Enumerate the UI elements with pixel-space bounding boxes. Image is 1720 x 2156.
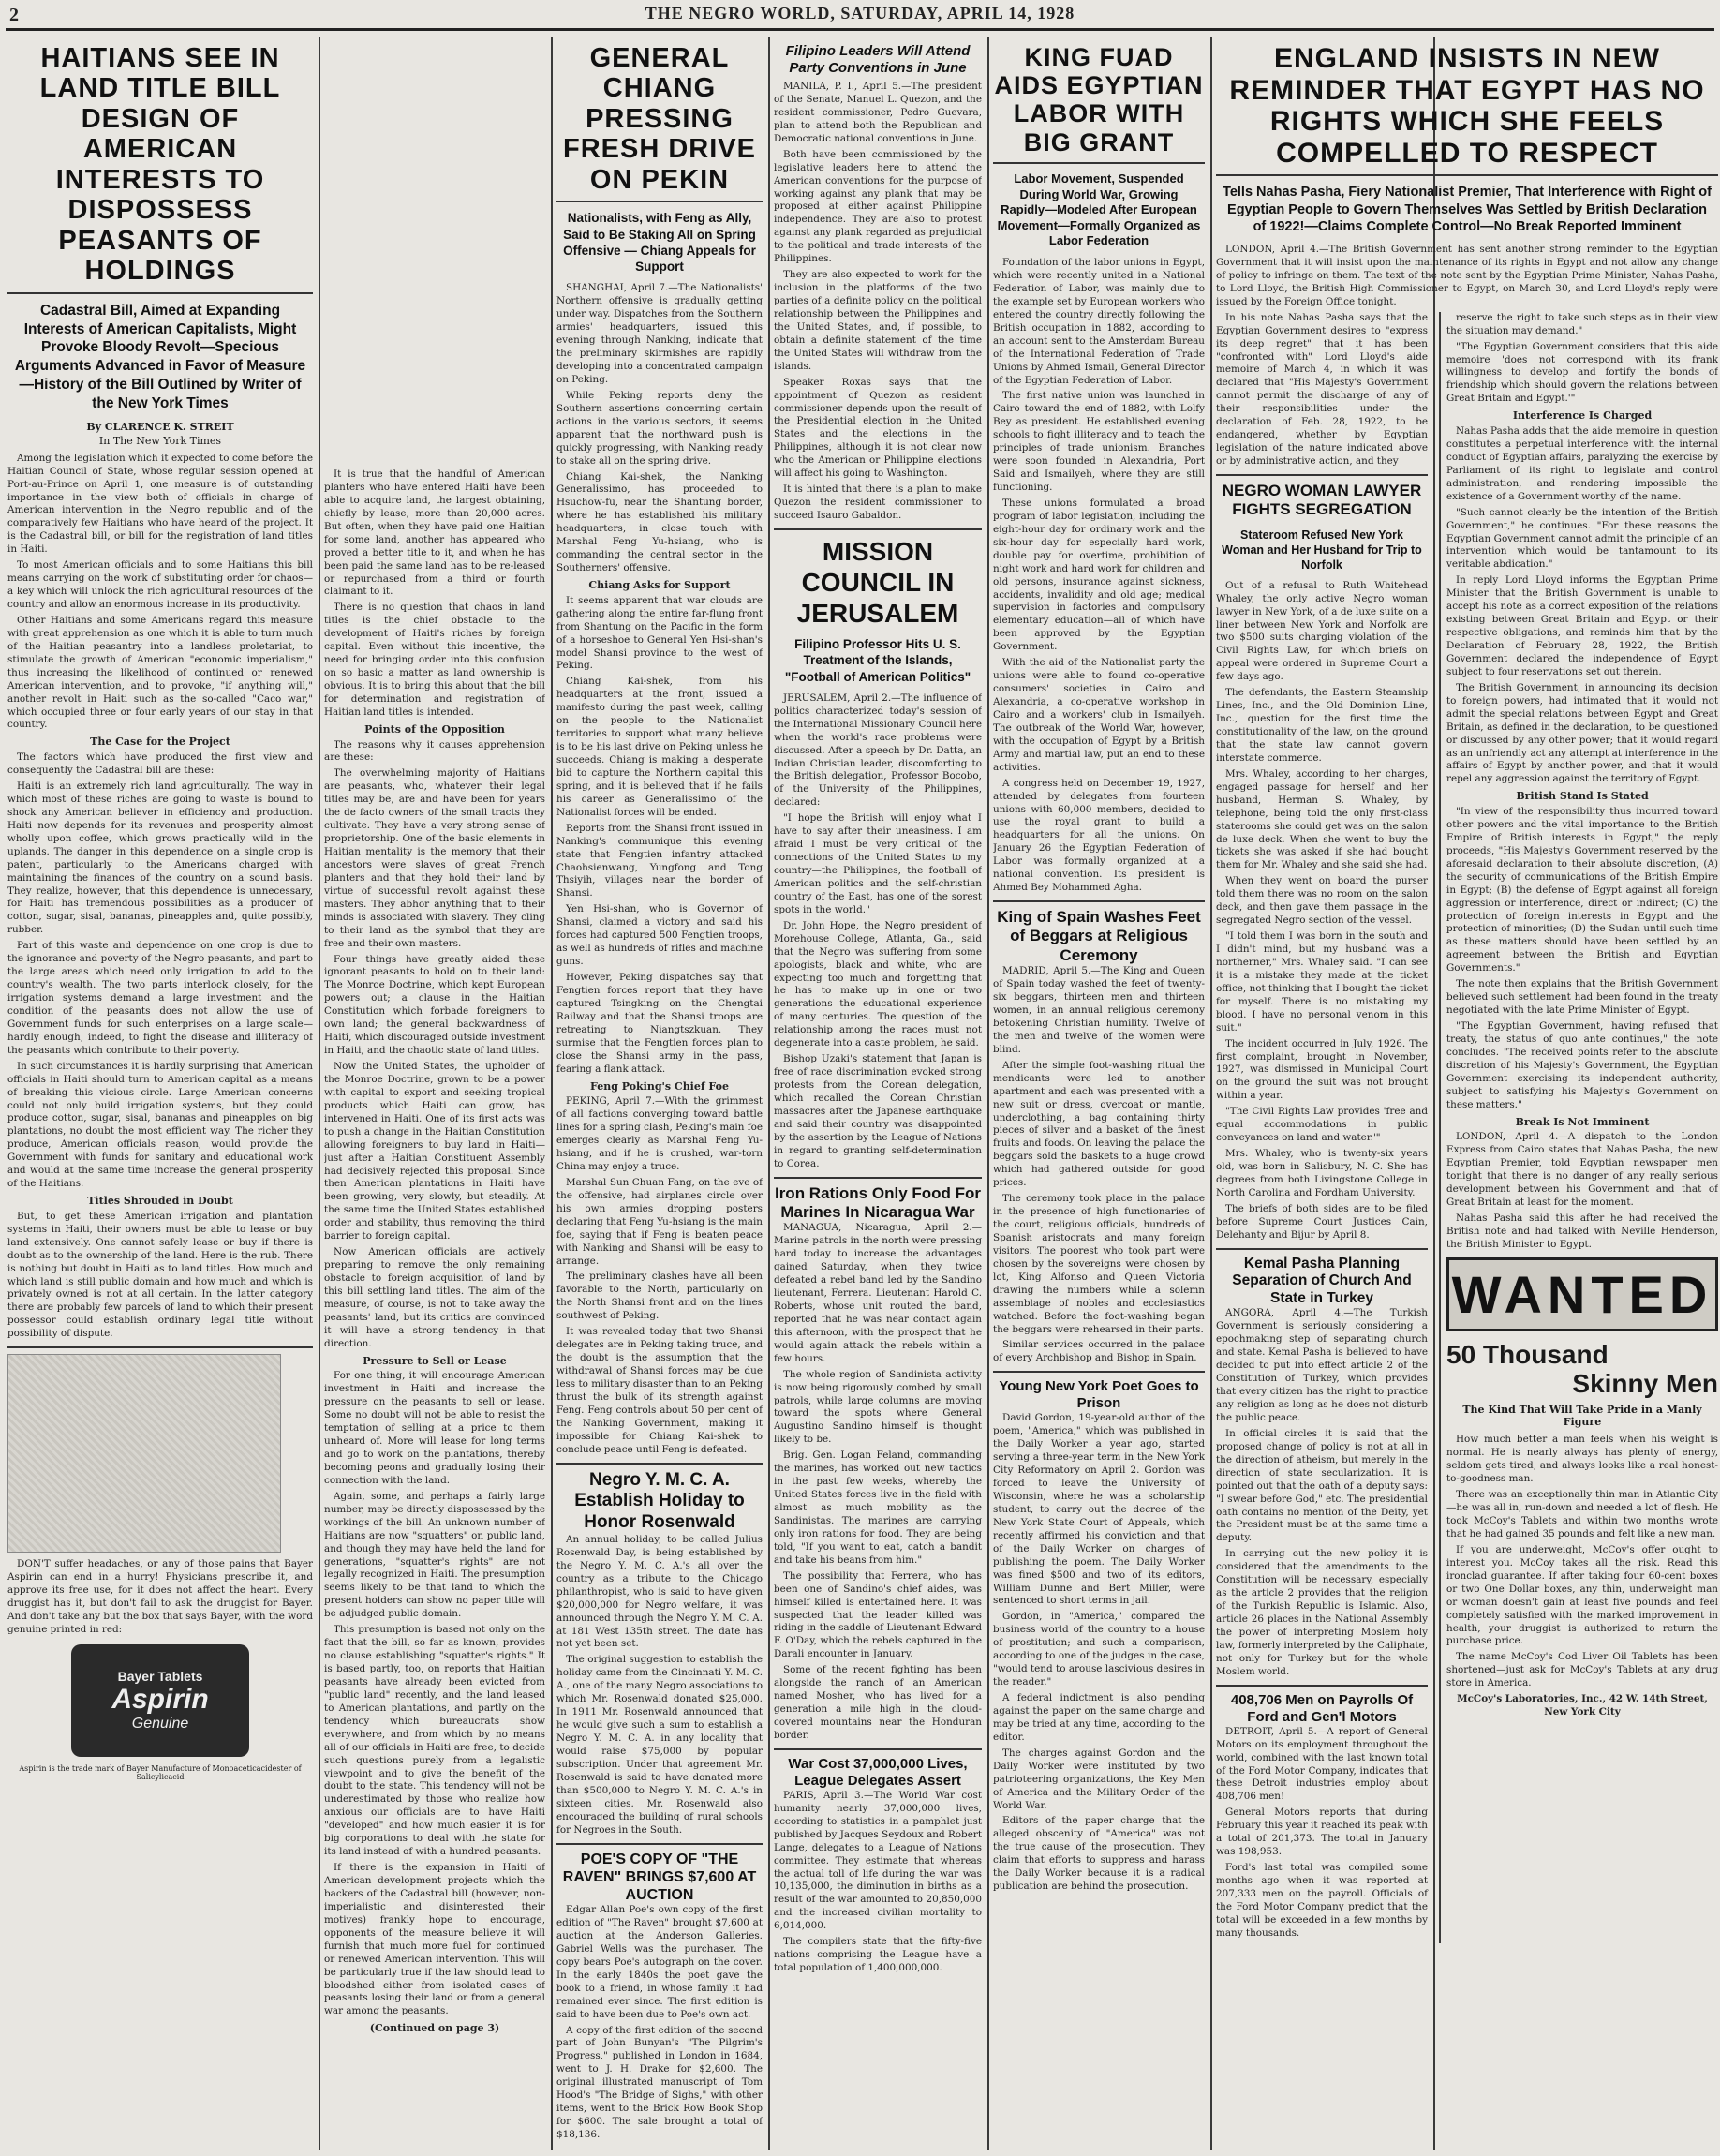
- article-paragraph: Now American officials are actively preparing to remove the only remaining obstacle to foreign acquisition of land by this bill settling land titles. The aim of the measure, of course, is not to take away the peasants' land, but its critics are convinced it will have a strong tendency in that direction.: [324, 1246, 545, 1349]
- column-rule: [1210, 37, 1212, 2150]
- article-paragraph: JERUSALEM, April 2.—The influence of politics characterized today's session of the International Missionary Council here when the world's race problems were discussed. After a speech by Dr. Datta, an Indian Christian leader, discomforting to the British delegation, Professor Bocobo, of the University of the Philippines, declared:: [774, 691, 982, 809]
- article-paragraph: The ceremony took place in the palace in the presence of high functionaries of the court, religious officials, hundreds of Spanish aristocrats and many foreign visitors. The poorest who took part were chosen by the sovereigns were chosen by lot, King Alfonso and Queen Victoria drawing the numbers while a solemn assemblage of nobles and ecclesiastics watched. Before the foot-washing began the beggars were rehearsed in their parts.: [993, 1193, 1205, 1335]
- spain-headline: King of Spain Washes Feet of Beggars at Religious Ceremony: [997, 908, 1201, 964]
- ymca-headline: Negro Y. M. C. A. Establish Holiday to Honor Rosenwald: [574, 1469, 745, 1533]
- article-paragraph: The whole region of Sandinista activity is now being rigorously combed by small patrols, while large columns are moving toward the spots where General Augustino Sandino himself is thought likely to be.: [774, 1368, 982, 1446]
- china-deck: Nationalists, with Feng as Ally, Said to Be Staking All on Spring Offensive — Chiang Appeals for Support: [563, 211, 756, 275]
- article-paragraph: "Such cannot clearly be the intention of the British Government," he continues. "For these reasons the Egyptian Government cannot admit the principle of an intervention which would be tantamount to its veritable abdication.": [1446, 506, 1718, 571]
- article-paragraph: Both have been commissioned by the legislative leaders here to attend the American conventions for the purpose of working against any plank that may be proposed at either against Philippine independence. They are also to protest against any plank regarded as prejudicial to the political and trade interests of the Philippines.: [774, 148, 982, 265]
- article-paragraph: After the simple foot-washing ritual the mendicants were led to another apartment and each was presented with a new suit or dress, overcoat or mantle, underclothing, a bag containing thirty pieces of silver and a basket of the finest fruits and foods. On leaving the palace the beggars sold the baskets to a huge crowd which had gathered outside for good prices.: [993, 1059, 1205, 1189]
- article-paragraph: The reasons why it causes apprehension are these:: [324, 738, 545, 764]
- wanted-ad-line2: Skinny Men: [1572, 1368, 1718, 1398]
- article-paragraph: Part of this waste and dependence on one crop is due to the ignorance and poverty of the Negro peasants, and part to the large areas which need only irrigation to add to the country's wealth. The two parts interlock closely, for the irrigation systems demand a large investment and the condition of the peasants does not allow the use of Government funds for such enterprises on a large scale—hardly enough, indeed, to fight the disease and illiteracy of the peasants which contribute to their poverty.: [7, 940, 313, 1056]
- article-paragraph: Chiang Kai-shek, the Nanking Generalissimo, has proceeded to Hsuchow-fu, near the Shantung border, where he has established his military headquarters, in close touch with Marshal Feng Yu-hsiang, who is commanding the central sector in the Southerners' offensive.: [556, 470, 763, 574]
- ad-paragraph: How much better a man feels when his weight is normal. He is nearly always has plenty of energy, seldom gets tired, and always looks like a real honest-to-goodness man.: [1446, 1434, 1718, 1485]
- article-paragraph: MANILA, P. I., April 5.—The president of the Senate, Manuel L. Quezon, and the resident commissioner, Pedro Guevara, plan to attend both the Republican and Democratic national conventions in June.: [774, 81, 982, 144]
- wanted-ad-line1: 50 Thousand: [1446, 1339, 1609, 1369]
- article-paragraph: An annual holiday, to be called Julius Rosenwald Day, is being established by the Negro Y. M. C. A.'s all over the country as a tribute to the Chicago philanthropist, who is said to have given $20,000,000 for Negro welfare, it was announced through the Negro Y. M. C. A. at 181 West 135th street. The date has not yet been set.: [556, 1533, 763, 1650]
- article-paragraph: If there is the expansion in Haiti of American development projects which the backers of the Cadastral bill (however, non-imperialistic and disinterested their motives) frankly hope to encourage, opponents of the measure believe it will furnish that much more fuel for continued or renewed American intervention. This will be particularly true if the law should lead to bloodshed either from isolated cases of peasants losing their land or from a general war among the peasants.: [324, 1862, 545, 2017]
- ad-paragraph: If you are underweight, McCoy's offer ought to interest you. McCoy takes all the risk. Read this ironclad guarantee. If after taking four 60-cent boxes or two One Dollar boxes, any thin, underweight man or woman doesn't gain at least five pounds and feel completely satisfied with the marked improvement in health, your druggist is authorized to return the purchase price.: [1446, 1543, 1718, 1647]
- article-paragraph: Among the legislation which it expected to come before the Haitian Council of State, whose regular session opened at Port-au-Prince on April 1, one measure is of outstanding importance in the view both of officials in charge of American intervention in the Negro republic and of the comparatively few Haitians who have heard of the project. It is the Cadastral bill, or bill for the registration of land titles in Haiti.: [7, 452, 313, 556]
- article-paragraph: "The Civil Rights Law provides 'free and equal accommodations in public conveyances on land and water.'": [1216, 1106, 1428, 1144]
- bayer-box-top: Bayer Tablets: [117, 1668, 203, 1684]
- article-paragraph: Dr. John Hope, the Negro president of Morehouse College, Atlanta, Ga., said that the Negro was suffering from some apologists, black and white, who are expecting too much and forgetting that he has to make up in one or two generations the educational experience of many centuries. The question of the relationship among the races must not degenerate into a caste problem, he said.: [774, 919, 982, 1049]
- bayer-ad-illustration: [7, 1354, 281, 1553]
- poet-headline: Young New York Poet Goes to Prison: [999, 1378, 1199, 1412]
- article-paragraph: In his note Nahas Pasha says that the Egyptian Government desires to "express its deep regret" that it has been "confronted with" Lord Lloyd's aide memoire of March 4, in which it was declared that "His Majesty's Government cannot permit the discharge of any of their responsibilities under the declaration of Feb. 28, 1922, to be endangered, whether by Egyptian legislation of the nature indicated above or by administrative action, and they: [1216, 311, 1428, 468]
- article-paragraph: General Motors reports that during February this year it reached its peak with a total of 201,373. The total in January was 198,953.: [1216, 1807, 1428, 1858]
- ad-paragraph: The name McCoy's Cod Liver Oil Tablets has been shortened—just ask for McCoy's Tablets at any drug store in America.: [1446, 1651, 1718, 1689]
- article-paragraph: LONDON, April 4.—A dispatch to the London Express from Cairo states that Nahas Pasha, the new Egyptian Premier, told Egyptian newspaper men tonight that there is no danger of any really serious development between his Government and that of Great Britain at least for the moment.: [1446, 1131, 1718, 1209]
- column-egypt-labor: [993, 43, 1205, 2151]
- article-paragraph: SHANGHAI, April 7.—The Nationalists' Northern offensive is gradually getting under way. Dispatches from the Southern armies' headquarters, issued this evening through Nanking, indicate that the preliminary skirmishes are rapidly developing into a concentrated campaign on Peking.: [556, 282, 763, 385]
- article-paragraph: With the aid of the Nationalist party the unions were able to found co-operative consumers' societies in Cairo and Alexandria, a co-operative workshop in Cairo and a workers' club in Ismailyeh. The outbreak of the World War, however, with the occupation of Egypt by a British Army and martial law, put an end to these activities.: [993, 657, 1205, 773]
- lawyer-deck: Stateroom Refused New York Woman and Her Husband for Trip to Norfolk: [1222, 528, 1422, 572]
- article-paragraph: This presumption is based not only on the fact that the bill, so far as known, provides no clause establishing "squatter's rights." It is based partly, too, on reports that Haitian peasants have already been evicted from "public land" recently, and the land leased to American plantations, and partly on the tendency which bureaucrats show everywhere, and from which by no means all of our officials in Haiti are free, to decide such questions purely from a legalistic viewpoint and to give the benefit of the doubt to the state. This tendency will not be underestimated by those who realize how anxious our officials are to have Haiti "developed" and how much easier it is for big corporations to deal with the state for its land instead of with a hundred peasants.: [324, 1624, 545, 1858]
- article-paragraph: "I hope the British will enjoy what I have to say after their uneasiness. I am afraid I must be very critical of the connections of the United States to my country—the Philippines, the football of American politics and the self-christian country of the East, has one of the sorest spots in the world.": [774, 812, 982, 915]
- england-deck: Tells Nahas Pasha, Fiery Nationalist Premier, That Interference with Right of Egyptian People to Govern Themselves Was Settled by British Declaration of 1922!—Claims Complete Control—No Break Reported Imminent: [1223, 185, 1712, 235]
- article-paragraph: Four things have greatly aided these ignorant peasants to hold on to their land: The Monroe Doctrine, which kept European powers out; a clause in the Haitian Constitution which forbade foreigners to own land; the general backwardness of Haiti, which discouraged outside investment in Haiti, and the chaotic state of land titles.: [324, 953, 545, 1057]
- article-paragraph: It is hinted that there is a plan to make Quezon the resident commissioner to succeed Isauro Gabaldon.: [774, 483, 982, 521]
- article-paragraph: Out of a refusal to Ruth Whitehead Whaley, the only active Negro woman lawyer in New York, of a de luxe suite on a liner between New York and Norfolk are two $500 suits charging violation of the Civil Rights Law, for which briefs on appeal were ordered in Supreme Court a few days ago.: [1216, 579, 1428, 683]
- article-paragraph: ANGORA, April 4.—The Turkish Government is seriously considering a epochmaking step of separating church and state. Kemal Pasha is believed to have decided to put into effect article 2 of the Constitution of Turkey, which provides that every citizen has the right to practice any religion as long as he does not disturb the public peace.: [1216, 1307, 1428, 1423]
- article-paragraph: These unions formulated a broad program of labor legislation, including the eight-hour day for ordinary work and the six-hour day for especially hard work, double pay for overtime, prohibition of night work and hard work for children and old persons, insurance against sickness, accidents, invalidity and old age; medical supervision in factories and compulsory elementary education—all of which have been approved by the Egyptian Government.: [993, 497, 1205, 653]
- war-cost-headline: War Cost 37,000,000 Lives, League Delegates Assert: [788, 1755, 968, 1789]
- article-paragraph: It is true that the handful of American planters who have entered Haiti have been able to acquire land, the largest obtaining, chiefly by lease, more than 20,000 acres. But often, when they have paid one Haitian for some land, another has appeared who proved a better title to it, and when he has been paid the same land has to be re-leased or repurchased from a third or fourth claimant to it.: [324, 468, 545, 598]
- bayer-aspirin-box: [71, 1644, 249, 1757]
- article-paragraph: The possibility that Ferrera, who has been one of Sandino's chief aides, was himself killed is entertained here. It was suspected that the leader killed was riding in the saddle of Lieutenant Edward F. O'Day, which the rebels captured in the Darali encounter in January.: [774, 1569, 982, 1660]
- kemal-headline: Kemal Pasha Planning Separation of Church And State in Turkey: [1232, 1255, 1412, 1306]
- column-egypt-continued: [1439, 312, 1718, 1943]
- article-paragraph: Foundation of the labor unions in Egypt, which were recently united in a National Federation of Labor, was mainly due to the example set by European workers who entered the country directly following the British occupation in 1882, according to an account sent to the Amsterdam Bureau of the International Federation of Trade Unions by Ahmed Ismail, General Director of the Egyptian Federation of Labor.: [993, 257, 1205, 386]
- article-paragraph: Other Haitians and some Americans regard this measure with great apprehension as one which it is able to turn much of the Haitian peasantry into a landless proletariat, to stimulate the growth of American "economic imperialism," thus increasing the likelihood of continued or renewed American intervention, and to provoke, "if anything will," another revolt in Haiti such as the so-called "Caco war," which occupied three or four early years of our stay in that country.: [7, 614, 313, 731]
- haiti-deck: Cadastral Bill, Aimed at Expanding Interests of American Capitalists, Might Provoke Bloody Revolt—Specious Arguments Advanced in Favor of Measure—History of the Bill Outlined by Writer of the New York Times: [14, 302, 306, 411]
- nicaragua-headline: Iron Rations Only Food For Marines In Nicaragua War: [774, 1183, 982, 1221]
- article-paragraph: Brig. Gen. Logan Feland, commanding the marines, has worked out new tactics in the past few weeks, whereby the United States forces live in the field with almost as much mobility as the Sandinistas. The marines are carrying only iron rations for food. They are being told, "If you want to eat, catch a bandit and take his beans from him.": [774, 1450, 982, 1566]
- article-paragraph: Nahas Pasha adds that the aide memoire in question constitutes a perpetual interference with the internal conduct of Egyptian affairs, paralyzing the exercise by Parliament of its right to legislate and control administration, and rendering impossible the existence of a Government worthy of the name.: [1446, 425, 1718, 502]
- article-paragraph: Ford's last total was compiled some months ago when it was reported at 207,333 men on the payroll. Officials of the Ford Motor Company predict that the total will be exceeded in a few months by many thousands.: [1216, 1862, 1428, 1939]
- subheading: Interference Is Charged: [1512, 409, 1653, 423]
- payrolls-headline: 408,706 Men on Payrolls Of Ford and Gen'l Motors: [1230, 1691, 1414, 1725]
- subheading: Chiang Asks for Support: [588, 579, 731, 592]
- article-paragraph: However, Peking dispatches say that Fengtien forces report that they have captured Tsingking on the Chengtai Railway and that the Shansi troops are retreating to Niangtszkuan. They surmise that the Fengtien forces plan to close the Shansi army in the pass, fearing a flank attack.: [556, 972, 763, 1075]
- article-paragraph: "The Egyptian Government, having refused that treaty, the status of quo ante continues," the note concludes. "The received points refer to the absolute discretion of his Majesty's Government, the Egyptian Government exercising its independent authority, subject to satisfying his Majesty's Government on these matters.": [1446, 1020, 1718, 1110]
- article-paragraph: Mrs. Whaley, who is twenty-six years old, was born in Salisbury, N. C. She has degrees from both Livingstone College in North Carolina and Fordham University.: [1216, 1148, 1428, 1198]
- article-paragraph: The compilers state that the fifty-five nations comprising the League have a total population of 1,400,000,000.: [774, 1936, 982, 1974]
- column-rule: [319, 37, 320, 2150]
- article-paragraph: Similar services occurred in the palace of every Archbishop and Bishop in Spain.: [993, 1339, 1205, 1364]
- article-paragraph: Mrs. Whaley, according to her charges, engaged passage for herself and her husband, Herman S. Whaley, by telephone, being told the only first-class staterooms she could get was on the salon de luxe deck. When she went to buy the tickets she was asked if she had bought them for Mr. Whaley and she said she had.: [1216, 767, 1428, 871]
- column-rule: [987, 37, 989, 2150]
- haiti-byline: By CLARENCE K. STREIT: [86, 420, 234, 433]
- article-paragraph: The defendants, the Eastern Steamship Lines, Inc., and the Old Dominion Line, Inc., question for the first time the constitutionality of the law, on the ground that the state law cannot govern interstate commerce.: [1216, 687, 1428, 764]
- article-paragraph: In reply Lord Lloyd informs the Egyptian Prime Minister that the British Government is unable to accept his note as a correct exposition of the relations existing between Great Britain and Egypt or their respective obligations, and reminds him that by the Declaration of February 28, 1922, the British Government declared the independence of Egypt subject to four reservations set out therein.: [1446, 574, 1718, 677]
- article-paragraph: They are also expected to work for the inclusion in the platforms of the two parties of a definite policy on the political relationship between the Philippines and the United States, and, if possible, to obtain a definite statement of the time the United States will withdraw from the islands.: [774, 269, 982, 372]
- masthead: [6, 4, 1714, 31]
- lawyer-headline: NEGRO WOMAN LAWYER FIGHTS SEGREGATION: [1222, 481, 1422, 519]
- article-paragraph: It was revealed today that two Shansi delegates are in Peking taking truce, and the doubt is the assumption that the withdrawal of Shansi forces may be due less to military disaster than to an Peking thrust the bulk of its strength against Feng. Feng controls about 50 per cent of the Nanking Government, making it impossible for Chiang Kai-shek to conclude peace until Feng is defeated.: [556, 1326, 763, 1455]
- article-paragraph: A congress held on December 19, 1927, attended by delegates from fourteen unions with 60,000 members, decided to use the royal grant to build a headquarters for all the unions. On January 26 the Egyptian Federation of Labor was formally organized at a national convention. Its president is Ahmed Bey Mohammed Agha.: [993, 777, 1205, 894]
- fuad-headline: KING FUAD AIDS EGYPTIAN LABOR WITH BIG GRANT: [994, 43, 1204, 156]
- subheading: Break Is Not Imminent: [1515, 1115, 1650, 1128]
- article-paragraph: Bishop Uzaki's statement that Japan is free of race discrimination evoked strong protests from the Corean delegation, which recalled the Corean Christian massacres after the Japanese earthquake and said their country was disappointed by the assertion by the League of Nations in regard to granting self-determination to Corea.: [774, 1053, 982, 1169]
- article-paragraph: Chiang Kai-shek, from his headquarters at the front, issued a manifesto during the past week, calling on the people to the Nationalist territories to support what many believe is to be his last drive on Peking unless he succeeds. Chiang is making a desperate bid to capture the Northern capital this spring, and it is believed that if he fails his career as Generalissimo of the Nationalist forces will be ended.: [556, 676, 763, 818]
- article-paragraph: "The Egyptian Government considers that this aide memoire 'does not correspond with its frank willingness to develop and fortify the bonds of friendship which should govern the relations between Great Britain and Egypt.'": [1446, 340, 1718, 405]
- article-paragraph: Marshal Sun Chuan Fang, on the eve of the offensive, had airplanes circle over his own armies dropping posters declaring that Feng Yu-hsiang is the main foe, saying that if Feng is beaten peace with Nanking and Shansi will be easy to arrange.: [556, 1176, 763, 1267]
- article-paragraph: To most American officials and to some Haitians this bill means carrying on the work of substituting order for chaos—a key which will unlock the rich agricultural resources of the country and allow an enormous increase in its productivity.: [7, 559, 313, 611]
- article-paragraph: The overwhelming majority of Haitians are peasants, who, whatever their legal titles may be, are and have been for years the de facto owners of the small tracts they cultivate. They have a very strong sense of proprietorship. One of the basic elements in Haitian mentality is the memory that their ancestors were slaves of great French planters and that they hold their land by virtue of successful revolt against these masters. They abhor anything that to their minds is associated with slavery. They cling to their land as the symbol that they are free and their own masters.: [324, 767, 545, 949]
- article-paragraph: It seems apparent that war clouds are gathering along the entire far-flung front from Shantung on the Pacific in the form of a horseshoe to General Yen Hsi-shan's model Shansi province to the west of Peking.: [556, 594, 763, 672]
- article-paragraph: Again, some, and perhaps a fairly large number, may be directly dispossessed by the workings of the bill. An unknown number of Haitians are now "squatters" on public land, and though they may have held the land for generations, "squatter's rights" are not legally recognized in Haiti. The presumption seems likely to be that land to which the present holders can show no paper title will be adjudged public domain.: [324, 1490, 545, 1620]
- article-paragraph: Reports from the Shansi front issued in Nanking's communique this evening state that Fengtien infantry attacked Chaohsienwang, Yungfong and Tong Thsiyih, villages near the border of Shansi.: [556, 822, 763, 900]
- article-paragraph: Nahas Pasha said this after he had received the British note and had talked with Neville Henderson, the British Minister to Egypt.: [1446, 1212, 1718, 1250]
- subheading: Feng Poking's Chief Foe: [590, 1079, 729, 1093]
- column-china: [512, 43, 763, 2151]
- article-paragraph: DETROIT, April 5.—A report of General Motors on its employment throughout the world, combined with the last known total of the Ford Motor Company, indicates that these Detroit industries employ about 408,706 men!: [1216, 1725, 1428, 1803]
- article-paragraph: For one thing, it will encourage American investment in Haiti and increase the pressure on the peasants to sell or lease. Some no doubt will not be able to resist the temptation of selling at a price to them unheard of. More will lease for long terms and go to work on the plantations, thereby becoming peons and gradually losing their connection with the land.: [324, 1370, 545, 1486]
- article-paragraph: But, to get these American irrigation and plantation systems in Haiti, their owners must be able to lease or buy land extensively. One cannot safely lease or buy if there is doubt as to the ownership of the land. Here is the rub. There is nothing but doubt in Haiti as to land titles. How much and which land is still public domain and how much and which is privately owned is not at all certain. In the latter category there are probably few parcels of land to which their present possessor could establish ordinary legal title without possibility of dispute.: [7, 1210, 313, 1340]
- article-paragraph: A federal indictment is also pending against the paper on the same charge and may be tried at any time, according to the editor.: [993, 1692, 1205, 1743]
- ad-paragraph: There was an exceptionally thin man in Atlantic City—he was all in, run-down and needed a lot of flesh. He took McCoy's Tablets and within two months wrote that he had gained 35 pounds and felt like a new man.: [1446, 1489, 1718, 1539]
- bayer-small-print: Aspirin is the trade mark of Bayer Manufacture of Monoaceticacidester of Salicylicacid: [19, 1763, 302, 1781]
- article-paragraph: MADRID, April 5.—The King and Queen of Spain today washed the feet of twenty-six beggars, thirteen men and thirteen women, in an annual religious ceremony betokening Christian humility. Twelve of the men and twelve of the women were blind.: [993, 965, 1205, 1055]
- article-paragraph: In such circumstances it is hardly surprising that American officials in Haiti should turn to American capital as a means of breaking this vicious circle. Large American concerns could not only build irrigation systems, but they could produce cotton, sugar, sisal, bananas and pineapples on big plantations, no doubt the most efficient way. The richer they produce, American officials reason, would provide the Government with funds for sanitary and educational work and would at the same time increase the general prosperity of the Haitians.: [7, 1060, 313, 1190]
- article-paragraph: When they went on board the purser told them there was no room on the salon deck, and then gave them passage in the segregated Negro section of the vessel.: [1216, 875, 1428, 927]
- bayer-box-bot: Genuine: [131, 1715, 189, 1732]
- article-paragraph: PEKING, April 7.—With the grimmest of all factions converging toward battle lines for a spring clash, Peking's main foe emerges clearly as Marshal Feng Yu-hsiang, and if he is crushed, war-torn China may enjoy a truce.: [556, 1095, 763, 1172]
- article-paragraph: The factors which have produced the first view and consequently the Cadastral bill are these:: [7, 751, 313, 777]
- article-paragraph: The note then explains that the British Government believed such settlement had been found in the treaty negotiated with the late Prime Minister of Egypt.: [1446, 978, 1718, 1017]
- bayer-ad-text: DON'T suffer headaches, or any of those pains that Bayer Aspirin can end in a hurry! Physicians prescribe it, and approve its free use, for it does not affect the heart. Every druggist has it, but don't fail to ask the druggist for Bayer. And don't take any but the box that says Bayer, with the word genuine printed in red:: [7, 1558, 313, 1635]
- subheading: Points of the Opposition: [364, 722, 505, 736]
- article-paragraph: A copy of the first edition of the second part of John Bunyan's "The Pilgrim's Progress," published in London in 1684, went to J. H. Drake for $2,600. The original illustrated manuscript of Tom Hood's "The Bridge of Sighs," with other items, went to the Brick Row Book Shop for $600. The sale brought a total of $18,136.: [556, 2024, 763, 2141]
- column-haiti: [7, 43, 313, 2151]
- article-paragraph: In official circles it is said that the proposed change of policy is not at all in the direction of atheism, but merely in the direction of state secularization. It is pointed out that the oath of a deputy says: "I swear before God," etc. The presidential oath contains no mention of the Deity, yet the President must be at the same time a deputy.: [1216, 1427, 1428, 1544]
- article-paragraph: LONDON, April 4.—The British Government has sent another strong reminder to the Egyptian Government that it will insist upon the maintenance of its rights in Egypt and not allow any change of policy to infringe on them. The text of the note sent by the Egyptian Prime Minister, Nahas Pasha, to Lord Lloyd, the British High Commissioner to Egypt, on March 30, and Lord Lloyd's reply were issued by the Foreign Office tonight.: [1216, 244, 1718, 307]
- raven-headline: POE'S COPY OF "THE RAVEN" BRINGS $7,600 AT AUCTION: [562, 1851, 757, 1903]
- article-paragraph: "I told them I was born in the south and I didn't mind, but my husband was a northerner," Mrs. Whaley said. "I can see it is a mistake they made at the ticket office, not thinking that I bought the ticket for myself. There is no mistaking my blood. I have no personal venom in this suit.": [1216, 930, 1428, 1033]
- page-number: 2: [9, 5, 20, 25]
- england-headline: ENGLAND INSISTS IN NEW REMINDER THAT EGYPT HAS NO RIGHTS WHICH SHE FEELS COMPELLED TO RESPECT: [1229, 43, 1705, 169]
- filipino-headline: Filipino Leaders Will Attend Party Conventions in June: [785, 43, 971, 76]
- subheading: British Stand Is Stated: [1516, 790, 1649, 803]
- ad-address: McCoy's Laboratories, Inc., 42 W. 14th Street, New York City: [1457, 1693, 1708, 1718]
- article-paragraph: MANAGUA, Nicaragua, April 2.—Marine patrols in the north were pressing hard today to increase the advantages gained Saturday, when they twice defeated a rebel band led by the Sandino lieutenant, Ferrera. Lieutenant Harold C. Roberts, whose unit routed the band, reported that he was near contact again this afternoon, with the prospect that he would again attack the rebels within a few hours.: [774, 1222, 982, 1364]
- article-paragraph: The original suggestion to establish the holiday came from the Cincinnati Y. M. C. A., one of the many Negro associations to which Mr. Rosenwald donated $25,000. In 1911 Mr. Rosenwald announced that he would give such a sum to establish a Negro Y. M. C. A. in any locality that would raise $75,000 by popular subscription. Under that agreement Mr. Rosenwald is said to have donated more than $500,000 to Negro Y. M. C. A.'s in sixteen cities. Mr. Rosenwald also encouraged the building of rural schools for Negroes in the South.: [556, 1654, 763, 1836]
- article-paragraph: Gordon, in "America," compared the business world of the country to a house of prostitution; and such a comparison, according to one of the judges in the case, "would tend to arouse lascivious desires in the reader.": [993, 1611, 1205, 1688]
- article-paragraph: Edgar Allan Poe's own copy of the first edition of "The Raven" brought $7,600 at auction at the Anderson Galleries. Gabriel Wells was the purchaser. The copy bears Poe's autograph on the cover. In the early 1840s the poet gave the book to a friend, in whose family it had remained ever since. The first edition is said to have been due to Poe's own act.: [556, 1904, 763, 2020]
- haiti-byline-source: In The New York Times: [98, 434, 222, 447]
- column-england-egypt: [1216, 43, 1718, 2151]
- column-rule: [768, 37, 770, 2150]
- article-paragraph: Yen Hsi-shan, who is Governor of Shansi, claimed a victory and said his forces had captured 500 Fengtien troops, as well as hundreds of rifles and machine guns.: [556, 903, 763, 968]
- article-paragraph: The British Government, in announcing its decision to foreign powers, had intimated that it would not admit the special relations between Egypt and Great Britain, as defined in the declaration, to be questioned or discussed by any other power; that it would regard as an unfriendly act any attempt at interference in the affairs of Egypt by another power, and that it would repel any aggression against the territory of Egypt.: [1446, 681, 1718, 785]
- mission-council-deck: Filipino Professor Hits U. S. Treatment of the Islands, "Football of American Politics": [784, 637, 971, 684]
- haiti-headline: HAITIANS SEE IN LAND TITLE BILL DESIGN OF AMERICAN INTERESTS TO DISPOSSESS PEASANTS OF HOLDINGS: [39, 43, 281, 287]
- masthead-title: THE NEGRO WORLD, SATURDAY, APRIL 14, 1928: [645, 4, 1075, 22]
- subheading: Pressure to Sell or Lease: [363, 1354, 507, 1367]
- article-paragraph: The preliminary clashes have all been favorable to the North, particularly on the North Shansi front and on the lines southwest of Peking.: [556, 1271, 763, 1322]
- article-paragraph: Haiti is an extremely rich land agriculturally. The way in which most of these riches are going to waste is bound to shock any American believer in efficiency and production. Haiti now depends for its revenues and prosperity almost wholly upon coffee, which grows practically wild in the uplands. The danger in this dependence on a single crop is patent, particularly to the Americans charged with maintaining the finances of the country on a sound basis. They realize, however, that this dependence is unnecessary, for Haiti has tremendous possibilities as a producer of cotton, sugar, sisal, bananas, pineapples and, quite possibly, rubber.: [7, 781, 313, 936]
- subheading: The Case for the Project: [90, 736, 230, 749]
- article-paragraph: The incident occurred in July, 1926. The first complaint, brought in November, 1927, was dismissed in Municipal Court on the ground the suit was not brought within a year.: [1216, 1037, 1428, 1102]
- article-paragraph: Some of the recent fighting has been alongside the ranch of an American named Mosher, who has lived for a generation a mile high in the cloud-covered mountains near the Honduran border.: [774, 1664, 982, 1741]
- article-paragraph: The briefs of both sides are to be filed before Supreme Court Justices Cain, Delehanty and Bijur by April 8.: [1216, 1202, 1428, 1241]
- bayer-box-mid: Aspirin: [111, 1683, 209, 1715]
- subheading: Titles Shrouded in Doubt: [87, 1195, 233, 1208]
- china-headline: GENERAL CHIANG PRESSING FRESH DRIVE ON PEKIN: [563, 43, 756, 195]
- article-paragraph: While Peking reports deny the Southern assertions concerning certain actions in the various sectors, it seems apparent that the northward push is quickly progressing, with Nanking ready to stake all on the spring drive.: [556, 389, 763, 467]
- column-philippines: [774, 43, 982, 2151]
- article-paragraph: Now the United States, the upholder of the Monroe Doctrine, grown to be a power with capital to export and seeking tropical products which Haiti can grow, has intervened in Haiti. One of its first acts was to push a change in the Haitian Constitution allowing foreigners to buy land in Haiti—just after a Haitian Constituent Assembly had decisively rejected this proposal. Since then American plantations in Haiti have been growing, very slowly, but steadily. At the same time the United States established order and stability, thus removing the third barrier to foreign capital.: [324, 1061, 545, 1242]
- article-paragraph: The first native union was launched in Cairo toward the end of 1882, with Lolfy Bey as president. He established evening schools to fight illiteracy and to teach the principles of trade unionism. Branches were soon founded in Alexandria, Port Said and Ismailyeh, where they are still functioning.: [993, 390, 1205, 493]
- article-paragraph: The charges against Gordon and the Daily Worker were instituted by two patrioteering organizations, the Key Men of America and the Military Order of the World War.: [993, 1747, 1205, 1811]
- article-paragraph: "In view of the responsibility thus incurred toward other powers and the vital importance to the British Empire of British interests in Egypt," the reply proceeds, "His Majesty's Government reserved by the aforesaid declaration to their absolute discretion, (A) the security of communications of the British Empire in Egypt; (B) the defense of Egypt against all foreign aggression or interference, direct or indirect; (C) the protection of foreign interests in Egypt and the protection of minorities; (D) the Sudan until such time as these matters should have been settled by an agreement between the British and Egyptian Governments.": [1446, 806, 1718, 974]
- fuad-deck: Labor Movement, Suspended During World War, Growing Rapidly—Modeled After European Movement—Formally Organized as Labor Federation: [997, 171, 1201, 248]
- wanted-ad-line3: The Kind That Will Take Pride in a Manly Figure: [1462, 1404, 1702, 1429]
- article-paragraph: Editors of the paper charge that the alleged obscenity of "America" was not the true cause of the prosecution. They claim that efforts to suppress and harass the Daily Worker because it is a radical publication are behind the prosecution.: [993, 1815, 1205, 1893]
- mission-council-headline: MISSION COUNCIL IN JERUSALEM: [796, 536, 959, 628]
- article-paragraph: David Gordon, 19-year-old author of the poem, "America," which was published in the Daily Worker a year ago, started serving a three-year term in the New York City Reformatory on April 2. Gordon was forced to leave the University of Wisconsin, where he was a scholarship student, to carry out the decree of the New York State Court of Appeals, which recently affirmed his conviction and that of the Daily Worker on charges of publishing the poem. The Daily Worker was fined $500 and two of its editors, William Dunne and Bert Miller, were sentenced to short terms in jail.: [993, 1412, 1205, 1607]
- article-paragraph: In carrying out the new policy it is considered that the amendments to the Constitution will be necessary, especially as the article 2 provides that the religion of the Turkish Republic is Islamic. Also, article 26 places in the National Assembly the power of interpreting Moslem holy law, formerly interpreted by the Caliphate, not only for Turkey but for the whole Moslem world.: [1216, 1548, 1428, 1677]
- continued-note: (Continued on page 3): [369, 2022, 500, 2035]
- article-paragraph: PARIS, April 3.—The World War cost humanity nearly 37,000,000 lives, according to statistics in a pamphlet just published by Jacques Seydoux and Robert Lange, delegates to a League of Nations committee. They estimate that whereas the actual toll of life during the war was 10,135,000, the diminution in births as a result of the war amounted to 20,850,000 and the increased civilian mortality to 6,014,000.: [774, 1789, 982, 1932]
- wanted-ad-banner: WANTED: [1446, 1257, 1718, 1331]
- article-paragraph: There is no question that chaos in land titles is the chief obstacle to the development of Haiti's riches by foreign capital. Even without this incentive, the need for bringing order into this confusion on so basic a matter as land ownership is obvious. It is to bring this about that the bill for determination and registration of Haitian land titles is intended.: [324, 602, 545, 718]
- article-paragraph: reserve the right to take such steps as in their view the situation may demand.": [1446, 311, 1718, 336]
- article-paragraph: Speaker Roxas says that the appointment of Quezon as resident commissioner depends upon the result of the Presidential election in the United States and the elections in the Philippines, although it is not clear now who the American or Philippine elections will affect his going to Washington.: [774, 376, 982, 480]
